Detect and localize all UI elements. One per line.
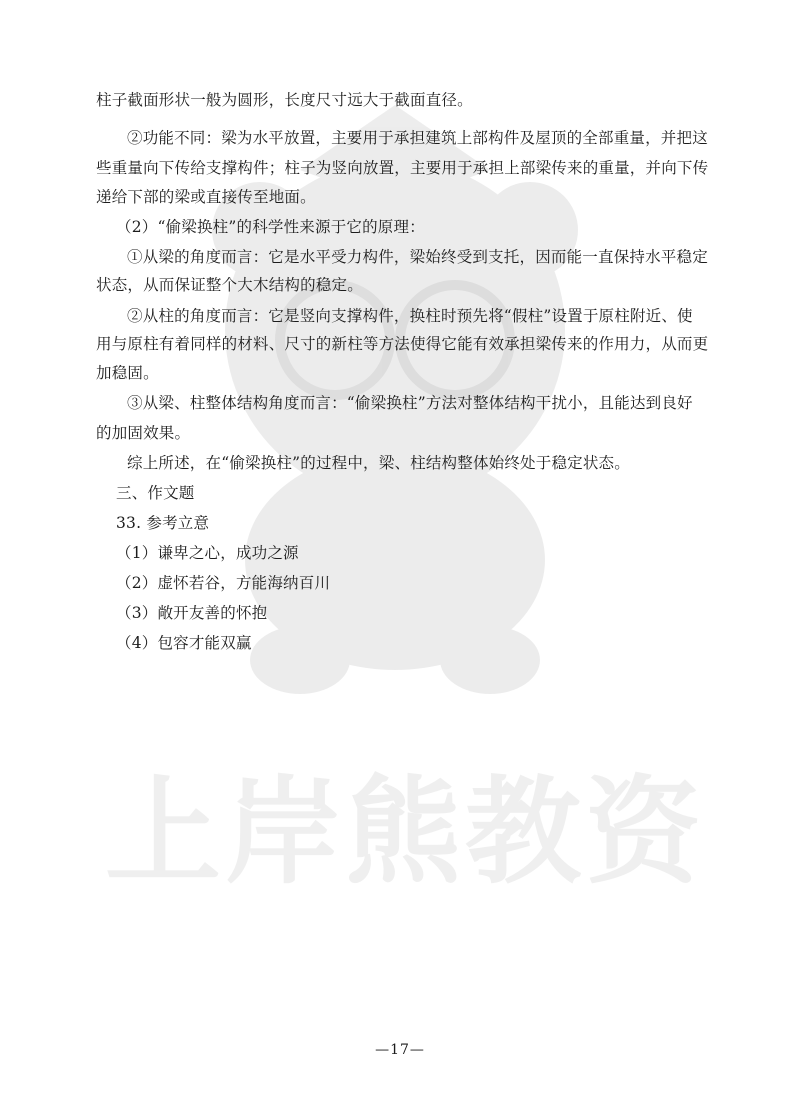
paragraph-line: 柱子截面形状一般为圆形，长度尺寸远大于截面直径。 (96, 91, 473, 109)
list-item: （2）虚怀若谷，方能海纳百川 (116, 574, 331, 592)
page-number: —17— (375, 1042, 425, 1058)
list-item: （4）包容才能双赢 (116, 634, 252, 652)
paragraph-line: ②从柱的角度而言：它是竖向支撑构件，换柱时预先将“假柱”设置于原柱附近、使 (127, 307, 693, 325)
list-item: （3）敞开友善的怀抱 (116, 604, 268, 622)
paragraph-line: 状态，从而保证整个大木结构的稳定。 (96, 276, 363, 294)
paragraph-line: 综上所述，在“偷梁换柱”的过程中，梁、柱结构整体始终处于稳定状态。 (127, 454, 630, 472)
paragraph-line: 加稳固。 (96, 364, 159, 382)
section-heading: 三、作文题 (116, 484, 195, 502)
watermark-text: 上岸熊教资 (105, 765, 705, 900)
paragraph-line: 的加固效果。 (96, 424, 191, 442)
paragraph-line: 些重量向下传给支撑构件；柱子为竖向放置，主要用于承担上部梁传来的重量，并向下传 (96, 159, 709, 177)
question-heading: 33. 参考立意 (116, 514, 210, 532)
paragraph-line: （2）“偷梁换柱”的科学性来源于它的原理： (116, 218, 425, 236)
list-item: （1）谦卑之心，成功之源 (116, 544, 299, 562)
paragraph-line: ②功能不同：梁为水平放置，主要用于承担建筑上部构件及屋顶的全部重量，并把这 (127, 129, 708, 147)
paragraph-line: 用与原柱有着同样的材料、尺寸的新柱等方法使得它能有效承担梁传来的作用力，从而更 (96, 335, 709, 353)
paragraph-line: 递给下部的梁或直接传至地面。 (96, 188, 316, 206)
paragraph-line: ①从梁的角度而言：它是水平受力构件，梁始终受到支托，因而能一直保持水平稳定 (127, 248, 708, 266)
paragraph-line: ③从梁、柱整体结构角度而言：“偷梁换柱”方法对整体结构干扰小，且能达到良好 (127, 394, 693, 412)
